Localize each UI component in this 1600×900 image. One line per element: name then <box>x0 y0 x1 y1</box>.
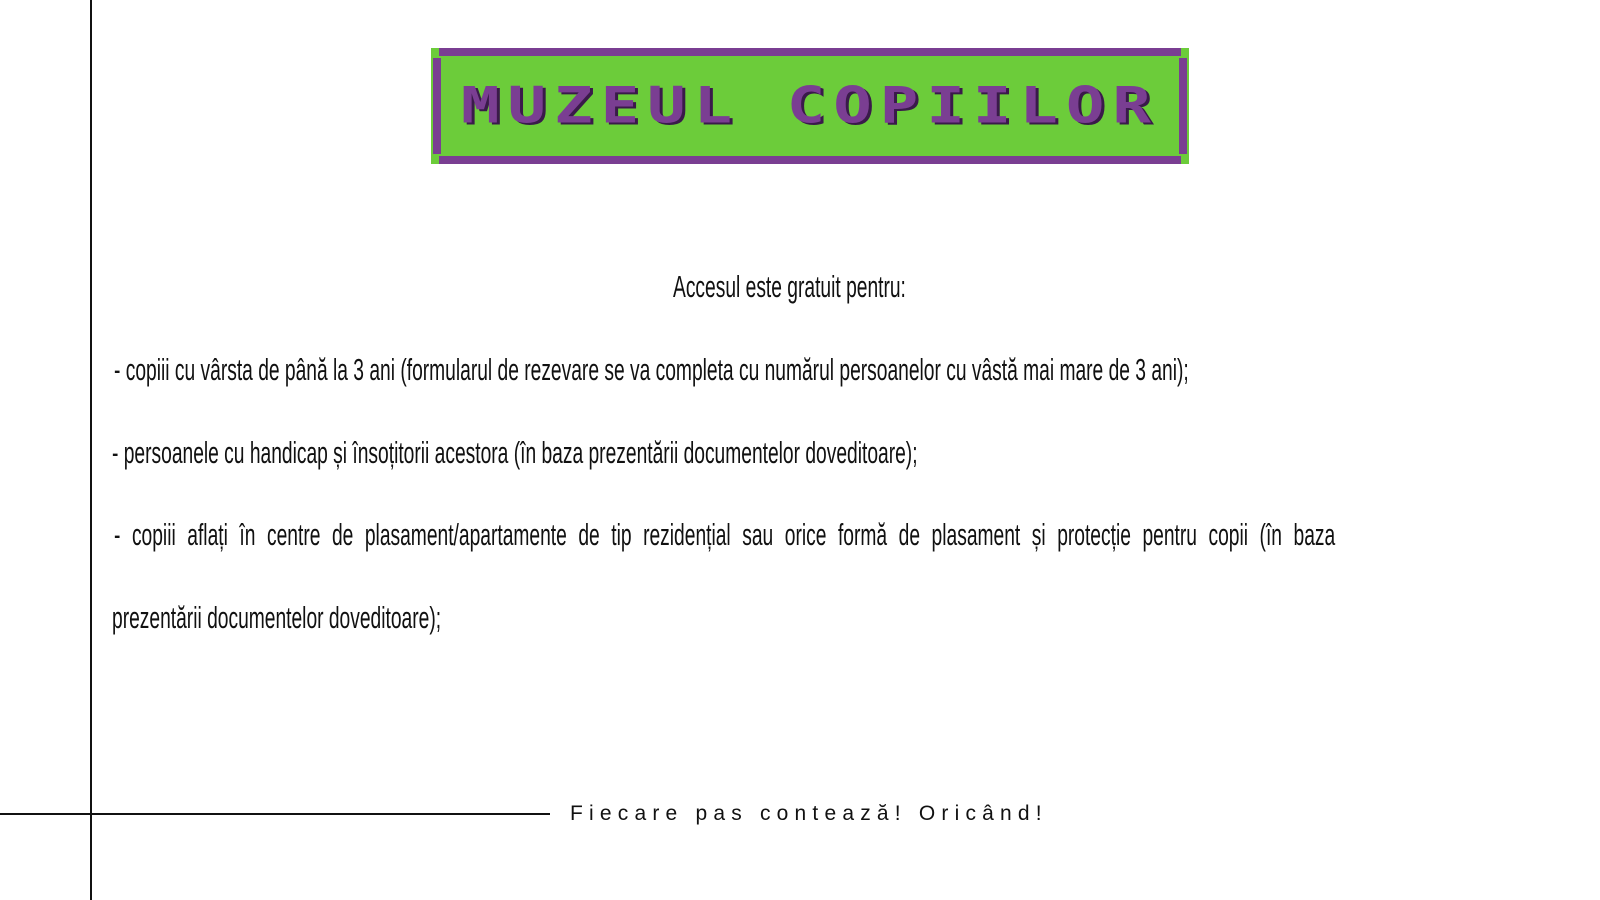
horizontal-divider <box>0 813 550 815</box>
free-access-item-children-under-3: - copiii cu vârsta de până la 3 ani (formularul de rezevare se va completa cu numărul persoanelor cu vâstă mai mare de 3 ani); <box>114 352 1189 387</box>
museum-logo-banner <box>431 48 1189 164</box>
free-access-item-disabled-persons: - persoanele cu handicap și însoțitorii acestora (în baza prezentării documentelor doveditoare); <box>112 435 918 470</box>
free-access-item-placement-children-continued: prezentării documentelor doveditoare); <box>112 600 442 635</box>
free-access-heading: Accesul este gratuit pentru: <box>673 269 906 304</box>
vertical-divider <box>90 0 92 900</box>
free-access-item-placement-children: - copiii aflați în centre de plasament/apartamente de tip rezidențial sau orice formă de plasament și protecție pentru copii (în baza <box>114 517 1336 552</box>
museum-logo-text: MUZEUL COPIILOR <box>461 77 1159 135</box>
footer-tagline: Fiecare pas contează! Oricând! <box>570 802 1048 825</box>
